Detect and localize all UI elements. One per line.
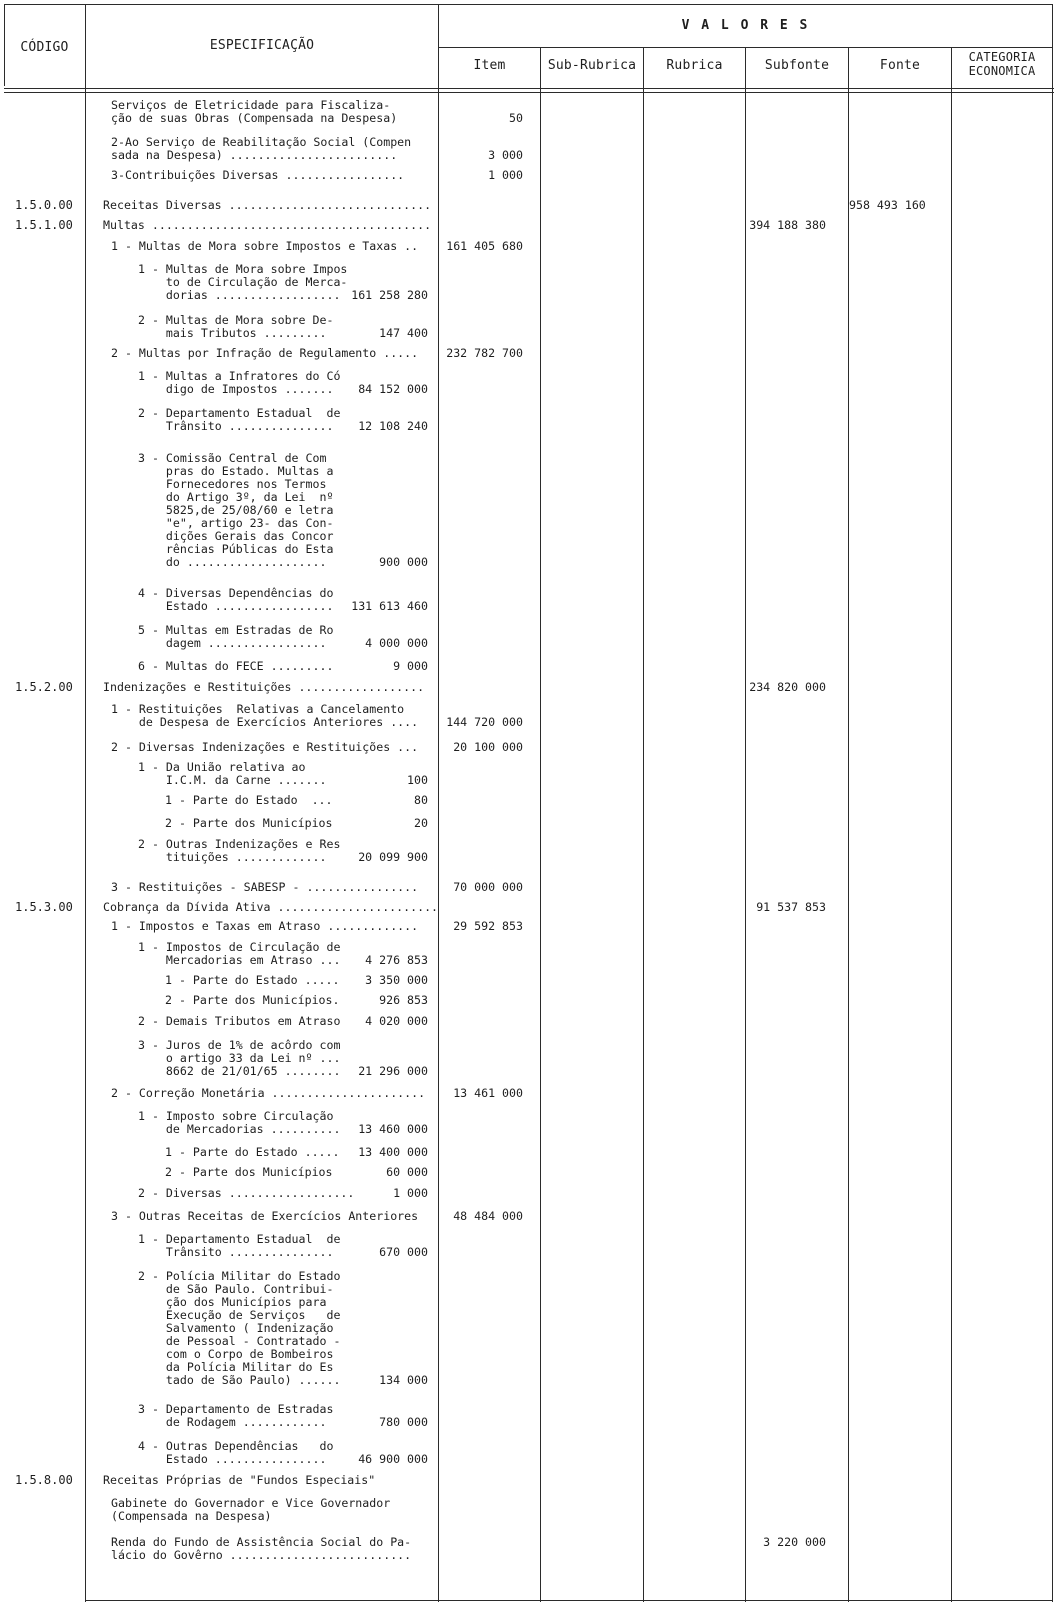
row-value-item: 70 000 000 (453, 880, 523, 894)
row-value-subfonte: 234 820 000 (749, 680, 826, 694)
row-partial-value: 3 350 000 (365, 973, 428, 987)
row-description: 1 - Imposto sobre Circulação de Mercadorias .......... (138, 1109, 341, 1136)
header-valores: V A L O R E S (681, 18, 810, 33)
col-divider-subrubrica (643, 48, 644, 1602)
row-value-subfonte: 3 220 000 (763, 1535, 826, 1549)
top-border (4, 4, 1053, 5)
row-code: 1.5.8.00 (15, 1473, 73, 1487)
row-code: 1.5.3.00 (15, 900, 73, 914)
row-partial-value: 46 900 000 (358, 1452, 428, 1466)
row-description: 2 - Departamento Estadual de Trânsito ............... (138, 406, 341, 433)
row-description: 1 - Multas de Mora sobre Impos to de Circulação de Merca- dorias .................. (138, 262, 348, 302)
row-description: 2 - Multas por Infração de Regulamento ..... (111, 346, 419, 360)
row-value-item: 20 100 000 (453, 740, 523, 754)
row-value-item: 161 405 680 (446, 239, 523, 253)
header-double-rule (4, 88, 1054, 93)
row-value-item: 48 484 000 (453, 1209, 523, 1223)
col-divider-codigo (85, 4, 86, 1602)
row-description: 2-Ao Serviço de Reabilitação Social (Compen sada na Despesa) ........................ (111, 135, 412, 162)
row-description: Gabinete do Governador e Vice Governador (Compensada na Despesa) (111, 1496, 391, 1523)
row-description: 2 - Diversas Indenizações e Restituições ... (111, 740, 419, 754)
row-partial-value: 134 000 (379, 1373, 428, 1387)
row-value-item: 29 592 853 (453, 919, 523, 933)
row-description: 2 - Multas de Mora sobre De- mais Tributos ......... (138, 313, 334, 340)
row-partial-value: 13 460 000 (358, 1122, 428, 1136)
col-divider-especificacao (438, 4, 439, 1602)
row-description: 3 - Juros de 1% de acôrdo com o artigo 33 da Lei nº ... 8662 de 21/01/65 ........ (138, 1038, 341, 1078)
row-description: Cobrança da Dívida Ativa ....................... (103, 900, 439, 914)
row-partial-value: 21 296 000 (358, 1064, 428, 1078)
row-description: Indenizações e Restituições .................. (103, 680, 425, 694)
row-partial-value: 670 000 (379, 1245, 428, 1259)
row-description: 3 - Departamento de Estradas de Rodagem ............ (138, 1402, 334, 1429)
row-partial-value: 80 (414, 793, 428, 807)
header-subfonte: Subfonte (764, 58, 830, 73)
col-divider-rubrica (745, 48, 746, 1602)
row-partial-value: 12 108 240 (358, 419, 428, 433)
row-description: 4 - Outras Dependências do Estado ................ (138, 1439, 334, 1466)
row-partial-value: 926 853 (379, 993, 428, 1007)
row-description: 4 - Diversas Dependências do Estado ................. (138, 586, 334, 613)
row-description: 2 - Correção Monetária ...................... (111, 1086, 426, 1100)
row-description: Multas ........................................ (103, 218, 432, 232)
row-description: 1 - Parte do Estado ... (165, 793, 333, 807)
row-partial-value: 161 258 280 (351, 288, 428, 302)
header-subrubrica: Sub-Rubrica (547, 58, 637, 73)
bottom-border (85, 1600, 1053, 1601)
row-code: 1.5.0.00 (15, 198, 73, 212)
row-partial-value: 20 (414, 816, 428, 830)
header-rubrica: Rubrica (666, 58, 723, 73)
row-description: 1 - Impostos e Taxas em Atraso ............. (111, 919, 419, 933)
row-description: 1 - Da União relativa ao I.C.M. da Carne ....... (138, 760, 327, 787)
row-description: 2 - Demais Tributos em Atraso (138, 1014, 341, 1028)
row-partial-value: 780 000 (379, 1415, 428, 1429)
row-description: 1 - Multas de Mora sobre Impostos e Taxas .. (111, 239, 419, 253)
row-value-item: 3 000 (488, 148, 523, 162)
row-description: 1 - Parte do Estado ..... (165, 1145, 340, 1159)
row-description: 1 - Multas a Infratores do Có digo de Impostos ....... (138, 369, 341, 396)
valores-divider (438, 47, 1053, 48)
row-description: 2 - Parte dos Municípios. (165, 993, 340, 1007)
row-description: 5 - Multas em Estradas de Ro dagem ................. (138, 623, 334, 650)
row-partial-value: 100 (407, 773, 428, 787)
row-value-subfonte: 91 537 853 (756, 900, 826, 914)
row-partial-value: 147 400 (379, 326, 428, 340)
row-description: 3-Contribuições Diversas ................. (111, 168, 405, 182)
row-value-subfonte: 394 188 380 (749, 218, 826, 232)
col-divider-item (540, 48, 541, 1602)
row-value-item: 1 000 (488, 168, 523, 182)
row-description: 1 - Impostos de Circulação de Mercadorias em Atraso ... (138, 940, 341, 967)
header-codigo: CÓDIGO (20, 40, 69, 55)
header-fonte: Fonte (879, 58, 921, 73)
row-description: 6 - Multas do FECE ......... (138, 659, 334, 673)
row-partial-value: 13 400 000 (358, 1145, 428, 1159)
row-value-item: 144 720 000 (446, 715, 523, 729)
header-especificacao: ESPECIFICAÇÃO (209, 38, 315, 53)
row-partial-value: 4 276 853 (365, 953, 428, 967)
header-item: Item (473, 58, 506, 73)
row-description: 2 - Outras Indenizações e Res tituições ............. (138, 837, 341, 864)
row-description: 1 - Parte do Estado ..... (165, 973, 340, 987)
row-description: 2 - Diversas .................. (138, 1186, 355, 1200)
row-partial-value: 900 000 (379, 555, 428, 569)
row-value-item: 232 782 700 (446, 346, 523, 360)
row-description: 1 - Restituições Relativas a Cancelamento de Despesa de Exercícios Anteriores .... (111, 702, 419, 729)
row-value-fonte: 958 493 160 (849, 198, 926, 212)
row-partial-value: 9 000 (393, 659, 428, 673)
header-categoria: CATEGORIA ECONOMICA (968, 50, 1036, 78)
row-partial-value: 20 099 900 (358, 850, 428, 864)
col-divider-fonte (951, 48, 952, 1602)
row-description: Receitas Diversas ............................. (103, 198, 432, 212)
row-value-item: 13 461 000 (453, 1086, 523, 1100)
row-partial-value: 131 613 460 (351, 599, 428, 613)
row-description: 3 - Restituições - SABESP - ................ (111, 880, 419, 894)
row-description: 3 - Comissão Central de Com pras do Estado. Multas a Fornecedores nos Termos do Artigo 3º, da Lei nº 5825,de 25/08/60 e letra "e", artigo 23- das Con- dições Gerais das Concor rências Públicas do Esta do .................... (138, 451, 334, 569)
row-description: 3 - Outras Receitas de Exercícios Anteriores (111, 1209, 419, 1223)
row-description: Renda do Fundo de Assistência Social do Pa- lácio do Govêrno .......................... (111, 1535, 412, 1562)
row-partial-value: 60 000 (386, 1165, 428, 1179)
row-partial-value: 1 000 (393, 1186, 428, 1200)
row-code: 1.5.1.00 (15, 218, 73, 232)
row-description: Receitas Próprias de "Fundos Especiais" (103, 1473, 376, 1487)
row-description: Serviços de Eletricidade para Fiscaliza- ção de suas Obras (Compensada na Despesa) (111, 98, 398, 125)
right-border (1052, 4, 1053, 1602)
row-description: 1 - Departamento Estadual de Trânsito ............... (138, 1232, 341, 1259)
row-code: 1.5.2.00 (15, 680, 73, 694)
col-divider-subfonte (848, 48, 849, 1602)
row-partial-value: 4 000 000 (365, 636, 428, 650)
row-value-item: 50 (509, 111, 523, 125)
row-description: 2 - Polícia Militar do Estado de São Paulo. Contribui- ção dos Municípios para Execução de Serviços de Salvamento ( Indenização de Pessoal - Contratado - com o Corpo de Bombeiros da Polícia Militar do Es tado de São Paulo) ...... (138, 1269, 341, 1387)
row-partial-value: 84 152 000 (358, 382, 428, 396)
row-description: 2 - Parte dos Municípios (165, 816, 333, 830)
row-partial-value: 4 020 000 (365, 1014, 428, 1028)
row-description: 2 - Parte dos Municípios (165, 1165, 333, 1179)
